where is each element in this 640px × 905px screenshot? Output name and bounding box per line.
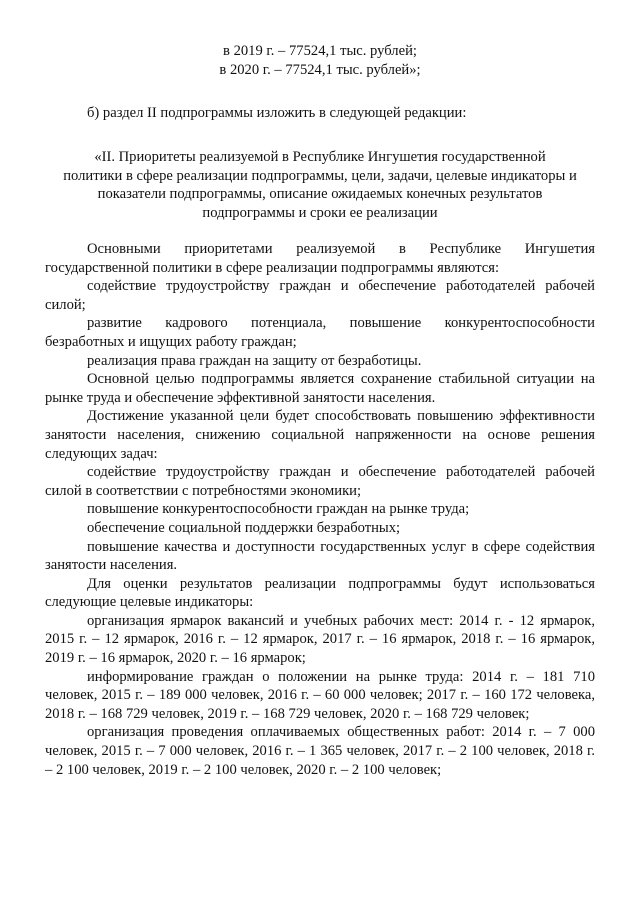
heading-line: «II. Приоритеты реализуемой в Республике Ингушетия государственной bbox=[94, 149, 546, 165]
paragraph-personnel-development: развитие кадрового потенциала, повышение конкурентоспособности безработных и ищущих работу граждан; bbox=[45, 315, 595, 350]
heading-line: подпрограммы и сроки ее реализации bbox=[202, 204, 438, 221]
funding-line-2019: в 2019 г. – 77524,1 тыс. рублей; bbox=[223, 43, 417, 59]
paragraph-indicators-intro: Для оценки результатов реализации подпрограммы будут использоваться следующие целевые индикаторы: bbox=[45, 575, 595, 611]
paragraph-employment-assistance: содействие трудоустройству граждан и обеспечение работодателей рабочей силой; bbox=[45, 278, 595, 313]
paragraph-indicator-job-fairs: организация ярмарок вакансий и учебных рабочих мест: 2014 г. - 12 ярмарок, 2015 г. – 12 ярмарок, 2016 г. – 12 ярмарок, 2017 г. – 16 ярмарок, 2018 г. – 16 ярмарок, 2019 г. – 16 ярмарок, 2020 г. – 16 ярмарок; bbox=[45, 612, 595, 667]
paragraph-indicator-public-works: организация проведения оплачиваемых общественных работ: 2014 г. – 7 000 человек, 2015 г. – 7 000 человек, 2016 г. – 1 365 человек, 2017 г. – 2 100 человек, 2018 г. – 2 100 человек, 2019 г. – 2 100 человек, 2020 г. – 2 100 человек; bbox=[45, 724, 595, 778]
subsection-b: б) раздел II подпрограммы изложить в следующей редакции: bbox=[87, 105, 467, 121]
heading-line: показатели подпрограммы, описание ожидаемых конечных результатов bbox=[97, 186, 543, 203]
paragraph-goal-achievement: Достижение указанной цели будет способствовать повышению эффективности занятости населения, снижению социальной напряженности на основе решения следующих задач: bbox=[45, 408, 595, 462]
paragraph-task-employment: содействие трудоустройству граждан и обеспечение работодателей рабочей силой в соответствии с потребностями экономики; bbox=[45, 464, 595, 499]
heading-line: политики в сфере реализации подпрограммы, цели, задачи, целевые индикаторы и bbox=[63, 167, 577, 184]
paragraph-task-service-quality: повышение качества и доступности государственных услуг в сфере содействия занятости населения. bbox=[45, 538, 595, 574]
body-text bbox=[45, 240, 595, 779]
paragraph-priorities: Основными приоритетами реализуемой в Республике Ингушетия государственной политики в сфере реализации подпрограммы являются: bbox=[45, 241, 595, 276]
paragraph-indicator-information: информирование граждан о положении на рынке труда: 2014 г. – 181 710 человек, 2015 г. – 189 000 человек, 2016 г. – 60 000 человек; 2017 г. – 160 172 человека, 2018 г. – 168 729 человек, 2019 г. – 168 729 человек, 2020 г. – 168 729 человек; bbox=[45, 668, 595, 722]
paragraph-main-goal: Основной целью подпрограммы является сохранение стабильной ситуации на рынке труда и обеспечение эффективной занятости населения. bbox=[45, 371, 595, 406]
paragraph-task-social-support: обеспечение социальной поддержки безработных; bbox=[87, 519, 401, 536]
funding-lines bbox=[0, 42, 640, 79]
paragraph-task-competitiveness: повышение конкурентоспособности граждан на рынке труда; bbox=[87, 501, 470, 518]
section-heading bbox=[0, 148, 640, 222]
funding-line-2020: в 2020 г. – 77524,1 тыс. рублей»; bbox=[219, 61, 421, 78]
paragraph-unemployment-protection: реализация права граждан на защиту от безработицы. bbox=[87, 352, 422, 369]
